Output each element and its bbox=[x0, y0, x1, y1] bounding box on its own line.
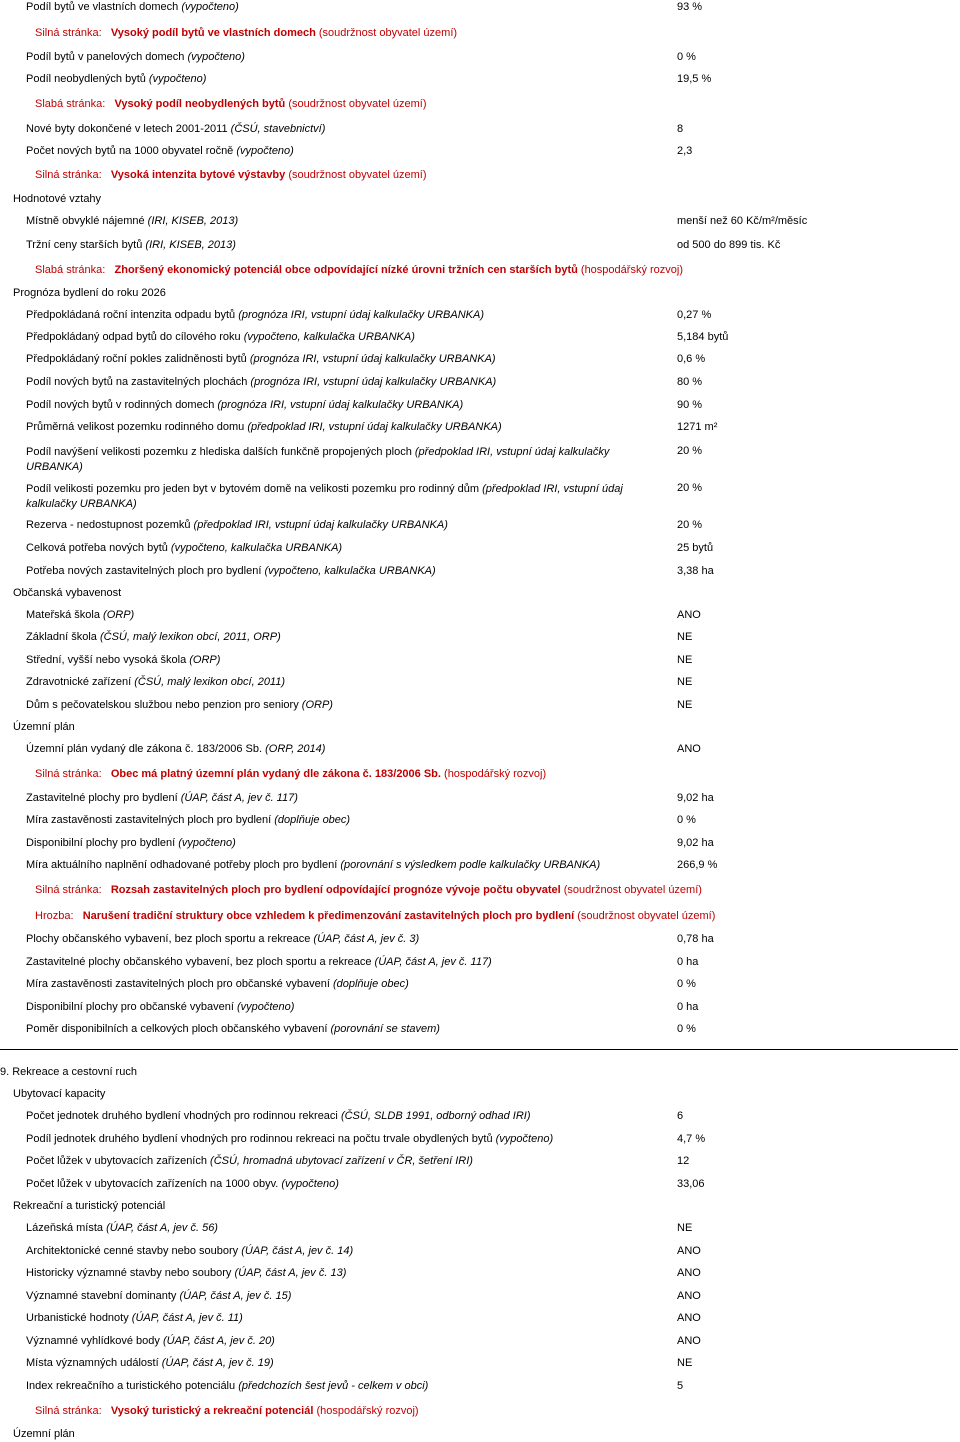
row-label-text: Místa významných událostí bbox=[26, 1357, 162, 1369]
row-label bbox=[26, 1357, 274, 1369]
row-label bbox=[26, 1178, 339, 1190]
row-label-text: Střední, vyšší nebo vysoká škola bbox=[26, 654, 190, 666]
row-label-text: Disponibilní plochy pro občanské vybavení bbox=[26, 1001, 237, 1013]
row-label bbox=[26, 1335, 275, 1347]
row-source: (ÚAP, část A, jev č. 56) bbox=[106, 1222, 218, 1234]
row-value: 0,6 % bbox=[677, 353, 706, 365]
row-source: (ÚAP, část A, jev č. 15) bbox=[179, 1290, 292, 1302]
row-value: 93 % bbox=[677, 1, 703, 13]
row-source: (prognóza IRI, vstupní údaj kalkulačky URBANKA) bbox=[238, 309, 484, 321]
row-source: (ÚAP, část A, jev č. 11) bbox=[131, 1312, 243, 1324]
row-label bbox=[26, 482, 656, 512]
swot-kind: Silná stránka: bbox=[35, 169, 102, 181]
row-label-text: Zdravotnické zařízení bbox=[26, 676, 135, 688]
swot-text: Vysoký podíl bytů ve vlastních domech bbox=[110, 27, 316, 39]
swot-kind: Slabá stránka: bbox=[35, 98, 106, 110]
row-value: 25 bytů bbox=[677, 542, 714, 554]
row-label bbox=[26, 331, 415, 343]
row-value: 12 bbox=[677, 1155, 690, 1167]
row-label bbox=[26, 792, 298, 804]
row-label bbox=[26, 421, 502, 433]
row-source: (ÚAP, část A, jev č. 14) bbox=[241, 1245, 354, 1257]
row-source: (ÚAP, část A, jev č. 13) bbox=[234, 1267, 347, 1279]
row-label bbox=[26, 376, 496, 388]
row-label-text: Předpokládaná roční intenzita odpadu bytů bbox=[26, 309, 239, 321]
row-label bbox=[26, 631, 281, 643]
row-source: (předchozích šest jevů - celkem v obci) bbox=[238, 1380, 429, 1392]
row-source: (ČSÚ, malý lexikon obcí, 2011) bbox=[134, 676, 286, 688]
row-source: (ORP, 2014) bbox=[265, 743, 326, 755]
row-label-text: Počet lůžek v ubytovacích zařízeních na 1000 obyv. bbox=[26, 1178, 282, 1190]
swot-note: (soudržnost obyvatel území) bbox=[563, 884, 702, 896]
row-label-text: Potřeba nových zastavitelných ploch pro bydlení bbox=[26, 565, 265, 577]
row-source: (ORP) bbox=[103, 609, 135, 621]
swot-note: (soudržnost obyvatel území) bbox=[577, 910, 716, 922]
row-label bbox=[26, 239, 236, 251]
row-label-text: Plochy občanského vybavení, bez ploch sportu a rekreace bbox=[26, 933, 314, 945]
row-value: 0,27 % bbox=[677, 309, 712, 321]
row-value: 33,06 bbox=[677, 1178, 705, 1190]
row-label-text: Architektonické cenné stavby nebo soubory bbox=[26, 1245, 242, 1257]
row-value: NE bbox=[677, 699, 693, 711]
row-label-text: Index rekreačního a turistického potenciálu bbox=[26, 1380, 239, 1392]
swot-text: Vysoká intenzita bytové výstavby bbox=[110, 169, 286, 181]
row-label-text: Míra zastavěnosti zastavitelných ploch pro občanské vybavení bbox=[26, 978, 333, 990]
section-heading: Ubytovací kapacity bbox=[13, 1088, 106, 1100]
row-label bbox=[26, 215, 238, 227]
row-label bbox=[26, 859, 600, 871]
row-label bbox=[26, 699, 333, 711]
swot-note: (hospodářský rozvoj) bbox=[444, 768, 547, 780]
row-label-text: Nové byty dokončené v letech 2001-2011 bbox=[26, 123, 231, 135]
row-source: (doplňuje obec) bbox=[274, 814, 351, 826]
row-source: (vypočteno) bbox=[236, 145, 294, 157]
row-source: (vypočteno) bbox=[495, 1133, 554, 1145]
row-value: NE bbox=[677, 676, 693, 688]
row-value: 9,02 ha bbox=[677, 792, 714, 804]
swot-note: (hospodářský rozvoj) bbox=[580, 264, 683, 276]
swot-note: (soudržnost obyvatel území) bbox=[288, 98, 427, 110]
row-label bbox=[26, 676, 285, 688]
row-label-text: Historicky významné stavby nebo soubory bbox=[26, 1267, 235, 1279]
row-label-text: Významné vyhlídkové body bbox=[26, 1335, 163, 1347]
row-source: (ÚAP, část A, jev č. 117) bbox=[180, 792, 298, 804]
row-label bbox=[26, 1312, 243, 1324]
row-value: NE bbox=[677, 654, 693, 666]
row-label bbox=[26, 956, 492, 968]
row-source: (předpoklad IRI, vstupní údaj kalkulačky URBANKA) bbox=[26, 483, 623, 510]
row-source: (prognóza IRI, vstupní údaj kalkulačky URBANKA) bbox=[249, 353, 496, 365]
swot-note: (hospodářský rozvoj) bbox=[316, 1405, 419, 1417]
swot-text: Narušení tradiční struktury obce vzhledem k předimenzování zastavitelných ploch pro bydlení bbox=[82, 910, 575, 922]
swot-line bbox=[35, 98, 426, 110]
row-value: ANO bbox=[677, 1267, 701, 1279]
row-value: ANO bbox=[677, 1312, 701, 1324]
row-value: 19,5 % bbox=[677, 73, 712, 85]
row-label-text: Rezerva - nedostupnost pozemků bbox=[26, 519, 194, 531]
row-value: 2,3 bbox=[677, 145, 693, 157]
row-source: (ÚAP, část A, jev č. 3) bbox=[313, 933, 420, 945]
swot-line bbox=[35, 910, 715, 922]
row-label bbox=[26, 978, 409, 990]
row-source: (ÚAP, část A, jev č. 19) bbox=[161, 1357, 274, 1369]
row-value: 3,38 ha bbox=[677, 565, 714, 577]
row-source: (ÚAP, část A, jev č. 117) bbox=[374, 956, 492, 968]
row-source: (IRI, KISEB, 2013) bbox=[147, 215, 239, 227]
section-heading: Prognóza bydlení do roku 2026 bbox=[13, 287, 166, 299]
row-label-text: Mateřská škola bbox=[26, 609, 104, 621]
row-label-text: Míra aktuálního naplnění odhadované potřeby ploch pro bydlení bbox=[26, 859, 341, 871]
row-label-text: Podíl velikosti pozemku pro jeden byt v bytovém domě na velikosti pozemku pro rodinný dům bbox=[26, 483, 483, 495]
row-label bbox=[26, 1023, 440, 1035]
row-label bbox=[26, 1110, 530, 1122]
row-label bbox=[26, 519, 448, 531]
swot-text: Zhoršený ekonomický potenciál obce odpovídající nízké úrovni tržních cen starších bytů bbox=[114, 264, 578, 276]
row-source: (vypočteno, kalkulačka URBANKA) bbox=[170, 542, 343, 554]
section-heading: Občanská vybavenost bbox=[13, 587, 122, 599]
swot-line bbox=[35, 264, 683, 276]
row-label-text: Základní škola bbox=[26, 631, 100, 643]
row-label bbox=[26, 933, 419, 945]
row-value: 90 % bbox=[677, 399, 703, 411]
chapter-divider bbox=[0, 1049, 958, 1050]
row-label-text: Počet lůžek v ubytovacích zařízeních bbox=[26, 1155, 211, 1167]
row-label-text: Počet nových bytů na 1000 obyvatel ročně bbox=[26, 145, 237, 157]
row-label-text: Urbanistické hodnoty bbox=[26, 1312, 132, 1324]
row-source: (ÚAP, část A, jev č. 20) bbox=[162, 1335, 275, 1347]
row-label-text: Lázeňská místa bbox=[26, 1222, 107, 1234]
row-label bbox=[26, 1245, 353, 1257]
row-label-text: Disponibilní plochy pro bydlení bbox=[26, 837, 179, 849]
row-value: 1271 m² bbox=[677, 421, 718, 433]
row-value: NE bbox=[677, 1222, 693, 1234]
row-label-text: Předpokládaný odpad bytů do cílového roku bbox=[26, 331, 244, 343]
swot-line bbox=[35, 1405, 419, 1417]
row-source: (prognóza IRI, vstupní údaj kalkulačky URBANKA) bbox=[217, 399, 464, 411]
chapter-title: 9. Rekreace a cestovní ruch bbox=[0, 1066, 137, 1078]
row-label bbox=[26, 353, 496, 365]
row-source: (porovnání se stavem) bbox=[330, 1023, 440, 1035]
row-label-text: Místně obvyklé nájemné bbox=[26, 215, 148, 227]
row-value: 0 ha bbox=[677, 956, 699, 968]
row-source: (vypočteno, kalkulačka URBANKA) bbox=[264, 565, 436, 577]
row-source: (prognóza IRI, vstupní údaj kalkulačky URBANKA) bbox=[250, 376, 497, 388]
row-label-text: Průměrná velikost pozemku rodinného domu bbox=[26, 421, 248, 433]
swot-text: Rozsah zastavitelných ploch pro bydlení odpovídající prognóze vývoje počtu obyvatel bbox=[110, 884, 561, 896]
row-value: 0,78 ha bbox=[677, 933, 714, 945]
row-value: menší než 60 Kč/m²/měsíc bbox=[677, 215, 808, 227]
row-value: 0 % bbox=[677, 1023, 696, 1035]
swot-text: Obec má platný územní plán vydaný dle zákona č. 183/2006 Sb. bbox=[110, 768, 441, 780]
row-value: 0 % bbox=[677, 814, 696, 826]
row-source: (vypočteno) bbox=[236, 1001, 295, 1013]
swot-text: Vysoký podíl neobydlených bytů bbox=[114, 98, 286, 110]
row-label-text: Podíl nových bytů na zastavitelných plochách bbox=[26, 376, 251, 388]
swot-kind: Slabá stránka: bbox=[35, 264, 106, 276]
row-label-text: Podíl navýšení velikosti pozemku z hlediska dalších funkčně propojených ploch bbox=[26, 446, 415, 458]
row-value: 0 % bbox=[677, 51, 696, 63]
section-heading: Hodnotové vztahy bbox=[13, 193, 102, 205]
row-value: ANO bbox=[677, 609, 701, 621]
row-source: (IRI, KISEB, 2013) bbox=[145, 239, 236, 251]
section-heading: Územní plán bbox=[13, 1428, 75, 1440]
row-value: NE bbox=[677, 631, 693, 643]
row-label bbox=[26, 1290, 291, 1302]
row-label-text: Zastavitelné plochy pro bydlení bbox=[26, 792, 181, 804]
section-heading: Rekreační a turistický potenciál bbox=[13, 1200, 166, 1212]
row-label-text: Poměr disponibilních a celkových ploch občanského vybavení bbox=[26, 1023, 331, 1035]
row-value: 4,7 % bbox=[677, 1133, 706, 1145]
row-source: (vypočteno) bbox=[178, 837, 236, 849]
row-label bbox=[26, 565, 436, 577]
row-label bbox=[26, 1267, 346, 1279]
row-label-text: Územní plán vydaný dle zákona č. 183/2006 Sb. bbox=[26, 743, 266, 755]
swot-line bbox=[35, 768, 546, 780]
row-label-text: Zastavitelné plochy občanského vybavení, bez ploch sportu a rekreace bbox=[26, 956, 375, 968]
row-label bbox=[26, 1222, 218, 1234]
row-value: 6 bbox=[677, 1110, 684, 1122]
row-value: NE bbox=[677, 1357, 693, 1369]
row-label bbox=[26, 145, 294, 157]
row-label bbox=[26, 1133, 553, 1145]
row-label-text: Celková potřeba nových bytů bbox=[26, 542, 171, 554]
row-label bbox=[26, 51, 245, 63]
row-value: 5,184 bytů bbox=[677, 331, 729, 343]
swot-kind: Silná stránka: bbox=[35, 1405, 102, 1417]
row-source: (doplňuje obec) bbox=[332, 978, 409, 990]
row-label bbox=[26, 654, 220, 666]
row-source: (ČSÚ, hromadná ubytovací zařízení v ČR, šetření IRI) bbox=[210, 1155, 473, 1167]
row-label bbox=[26, 814, 350, 826]
swot-note: (soudržnost obyvatel území) bbox=[318, 27, 458, 39]
swot-kind: Silná stránka: bbox=[35, 27, 102, 39]
row-label-text: Podíl bytů v panelových domech bbox=[26, 51, 188, 63]
row-value: 80 % bbox=[677, 376, 703, 388]
row-source: (vypočteno, kalkulačka URBANKA) bbox=[243, 331, 415, 343]
row-label bbox=[26, 837, 236, 849]
row-label bbox=[26, 309, 484, 321]
row-label-text: Podíl bytů ve vlastních domech bbox=[26, 1, 182, 13]
row-label bbox=[26, 1, 239, 13]
row-value: 20 % bbox=[677, 482, 703, 494]
swot-kind: Silná stránka: bbox=[35, 884, 102, 896]
swot-line bbox=[35, 169, 427, 181]
row-value: 266,9 % bbox=[677, 859, 718, 871]
row-source: (předpoklad IRI, vstupní údaj kalkulačky URBANKA) bbox=[193, 519, 448, 531]
row-source: (předpoklad IRI, vstupní údaj kalkulačky URBANKA) bbox=[247, 421, 502, 433]
row-source: (ORP) bbox=[189, 654, 221, 666]
row-label bbox=[26, 73, 206, 85]
row-source: (vypočteno) bbox=[181, 1, 239, 13]
swot-note: (soudržnost obyvatel území) bbox=[288, 169, 427, 181]
row-value: ANO bbox=[677, 1245, 701, 1257]
row-source: (porovnání s výsledkem podle kalkulačky URBANKA) bbox=[340, 859, 601, 871]
row-label bbox=[26, 1155, 473, 1167]
swot-text: Vysoký turistický a rekreační potenciál bbox=[110, 1405, 314, 1417]
section-heading: Územní plán bbox=[13, 721, 75, 733]
row-label bbox=[26, 1380, 428, 1392]
row-value: 20 % bbox=[677, 445, 703, 457]
row-value: ANO bbox=[677, 1335, 701, 1347]
row-label bbox=[26, 609, 134, 621]
swot-line bbox=[35, 27, 457, 39]
row-source: (ČSÚ, SLDB 1991, odborný odhad IRI) bbox=[340, 1110, 531, 1122]
row-label-text: Podíl neobydlených bytů bbox=[26, 73, 149, 85]
row-label-text: Podíl nových bytů v rodinných domech bbox=[26, 399, 218, 411]
swot-line bbox=[35, 884, 702, 896]
row-label-text: Předpokládaný roční pokles zalidněnosti bytů bbox=[26, 353, 250, 365]
row-label-text: Dům s pečovatelskou službou nebo penzion pro seniory bbox=[26, 699, 302, 711]
row-source: (vypočteno) bbox=[148, 73, 207, 85]
row-label-text: Významné stavební dominanty bbox=[26, 1290, 180, 1302]
row-label-text: Tržní ceny starších bytů bbox=[26, 239, 146, 251]
row-value: 20 % bbox=[677, 519, 703, 531]
row-label-text: Míra zastavěnosti zastavitelných ploch pro bydlení bbox=[26, 814, 275, 826]
row-source: (vypočteno) bbox=[187, 51, 245, 63]
row-label bbox=[26, 445, 656, 475]
row-source: (vypočteno) bbox=[281, 1178, 339, 1190]
row-value: od 500 do 899 tis. Kč bbox=[677, 239, 781, 251]
row-label bbox=[26, 542, 342, 554]
row-label-text: Podíl jednotek druhého bydlení vhodných pro rodinnou rekreaci na počtu trvale obydlených bytů bbox=[26, 1133, 496, 1145]
row-value: 9,02 ha bbox=[677, 837, 714, 849]
swot-kind: Hrozba: bbox=[35, 910, 74, 922]
row-value: ANO bbox=[677, 743, 701, 755]
row-source: (ORP) bbox=[301, 699, 333, 711]
row-source: (ČSÚ, malý lexikon obcí, 2011, ORP) bbox=[99, 631, 281, 643]
row-value: 5 bbox=[677, 1380, 684, 1392]
swot-kind: Silná stránka: bbox=[35, 768, 102, 780]
row-label bbox=[26, 1001, 294, 1013]
row-value: 0 ha bbox=[677, 1001, 699, 1013]
row-label-text: Počet jednotek druhého bydlení vhodných pro rodinnou rekreaci bbox=[26, 1110, 341, 1122]
row-source: (předpoklad IRI, vstupní údaj kalkulačky URBANKA) bbox=[26, 446, 610, 473]
row-value: 8 bbox=[677, 123, 684, 135]
row-label bbox=[26, 123, 325, 135]
row-label bbox=[26, 399, 463, 411]
row-value: ANO bbox=[677, 1290, 701, 1302]
row-value: 0 % bbox=[677, 978, 696, 990]
row-label bbox=[26, 743, 325, 755]
row-source: (ČSÚ, stavebnictví) bbox=[230, 123, 326, 135]
